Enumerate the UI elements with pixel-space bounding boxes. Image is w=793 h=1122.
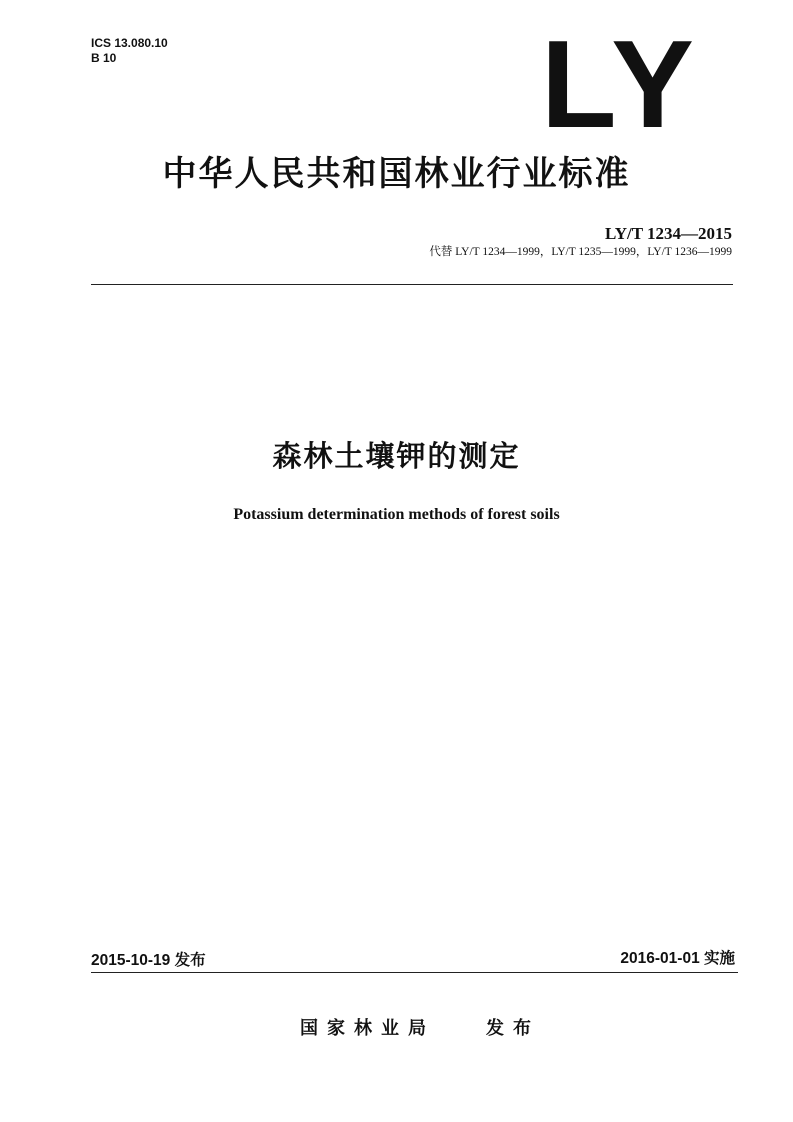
issue-date: 2015-10-19 发布 [91,952,206,969]
document-title-en: Potassium determination methods of forest soils [233,506,560,523]
document-title-zh: 森林土壤钾的测定 [272,439,521,473]
footer-divider [91,972,738,973]
implementation-date: 2016-01-01 实施 [620,950,735,967]
standard-category: 中华人民共和国林业行业标准 [162,154,631,194]
ccs-code: B 10 [91,51,117,65]
issue-action: 发布 [486,1018,540,1039]
classification-codes [91,36,168,66]
standard-number: LY/T 1234—2015 [604,224,732,243]
issuing-authority: 国家林业局 [300,1018,435,1039]
replaces-note: 代替 LY/T 1234—1999，LY/T 1235—1999，LY/T 1236—1999 [429,246,732,258]
ly-logo: LY [540,16,700,154]
ics-code: ICS 13.080.10 [91,36,168,50]
header-divider [91,284,733,285]
